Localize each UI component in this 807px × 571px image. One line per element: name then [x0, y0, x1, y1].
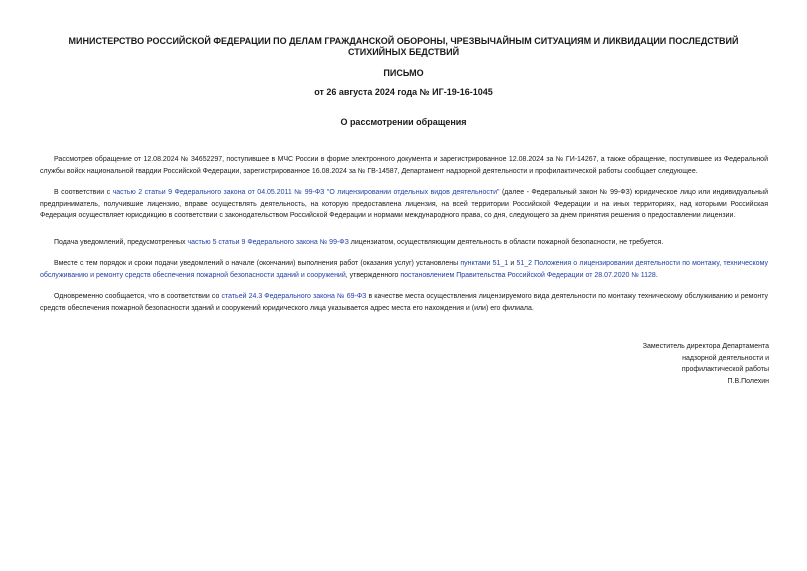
- document-subject: О рассмотрении обращения: [340, 117, 467, 127]
- paragraph-4: [40, 258, 768, 281]
- paragraph-2: [40, 187, 768, 222]
- paragraph-4-text-mid2: , утвержденного: [345, 271, 401, 279]
- paragraph-1: Рассмотрев обращение от 12.08.2024 № 34652297, поступившее в МЧС России в форме электронного документа и зарегистрированное 12.08.2024 за № ГИ-14267, а также обращение, поступившее из Федеральной службы войск национальной гвардии Российской Федерации, зарегистрированное 16.08.2024 за № ГВ-14587, Департамент надзорной деятельности и профилактической работы сообщает следующее.: [40, 156, 768, 175]
- signature-position-line-2: надзорной деятельности и: [682, 354, 769, 362]
- paragraph-5: [40, 291, 768, 314]
- paragraph-4-text-end: .: [655, 271, 658, 279]
- signature-position-line-1: Заместитель директора Департамента: [642, 343, 769, 350]
- paragraph-3: [40, 237, 768, 249]
- paragraph-3-text-start: Подача уведомлений, предусмотренных: [54, 239, 188, 246]
- signature-block: [643, 341, 769, 387]
- government-resolution-1128-link[interactable]: постановлением Правительства Российской Федерации от 28.07.2020 № 1128: [400, 271, 656, 279]
- paragraph-5-text-start: Одновременно сообщается, что в соответствии со: [54, 293, 222, 300]
- paragraph-3-text-end: лицензиатом, осуществляющим деятельность в области пожарной безопасности, не требуется.: [348, 239, 664, 246]
- clause-51-1-link[interactable]: пунктами 51_1: [460, 260, 509, 267]
- law-69-fz-article-24-3-link[interactable]: статьей 24.3 Федерального закона № 69-ФЗ: [221, 293, 367, 300]
- law-99-fz-article-9-part-5-link[interactable]: частью 5 статьи 9 Федерального закона № 99-ФЗ: [187, 239, 349, 246]
- clause-51-2-regulation-link[interactable]: 51_2 Положения о лицензировании деятельности по монтажу, техническому обслуживанию и ремонту средств обеспечения пожарной безопасности зданий и сооружений: [40, 260, 768, 279]
- document-type: ПИСЬМО: [383, 68, 424, 78]
- signatory-name: П.В.Полехин: [727, 377, 769, 385]
- paragraph-2-text-end: (далее - Федеральный закон № 99-ФЗ) юридическое лицо или индивидуальный предприниматель, получившие лицензию, вправе осуществлять деятельность, на которую предоставлена лицензия, на всей территории Российской Федерации и на иных территориях, над которыми Российская Федерация осуществляет юрисдикцию в соответствии с законодательством Российской Федерации и нормами международного права, со дня, следующего за днем принятия решения о предоставлении лицензии.: [40, 189, 768, 219]
- paragraph-2-text-start: В соответствии с: [54, 189, 113, 196]
- paragraph-4-text-mid1: и: [508, 260, 517, 267]
- law-99-fz-article-9-part-2-link[interactable]: частью 2 статьи 9 Федерального закона от 04.05.2011 № 99-ФЗ "О лицензировании отдельных видов деятельности": [112, 189, 500, 196]
- paragraph-4-text-start: Вместе с тем порядок и сроки подачи уведомлений о начале (окончании) выполнения работ (оказания услуг) установлены: [54, 260, 461, 267]
- paragraph-5-text-end: в качестве места осуществления лицензируемого вида деятельности по монтажу техническому обслуживанию и ремонту средств обеспечения пожарной безопасности зданий и сооружений юридического лица указывается адрес места его нахождения и (или) его филиала.: [40, 293, 768, 312]
- document-date-number: от 26 августа 2024 года № ИГ-19-16-1045: [314, 87, 493, 97]
- ministry-heading: МИНИСТЕРСТВО РОССИЙСКОЙ ФЕДЕРАЦИИ ПО ДЕЛАМ ГРАЖДАНСКОЙ ОБОРОНЫ, ЧРЕЗВЫЧАЙНЫМ СИТУАЦИЯМ И ЛИКВИДАЦИИ ПОСЛЕДСТВИЙ СТИХИЙНЫХ БЕДСТВИЙ: [68, 36, 739, 57]
- signature-position-line-3: профилактической работы: [681, 366, 769, 373]
